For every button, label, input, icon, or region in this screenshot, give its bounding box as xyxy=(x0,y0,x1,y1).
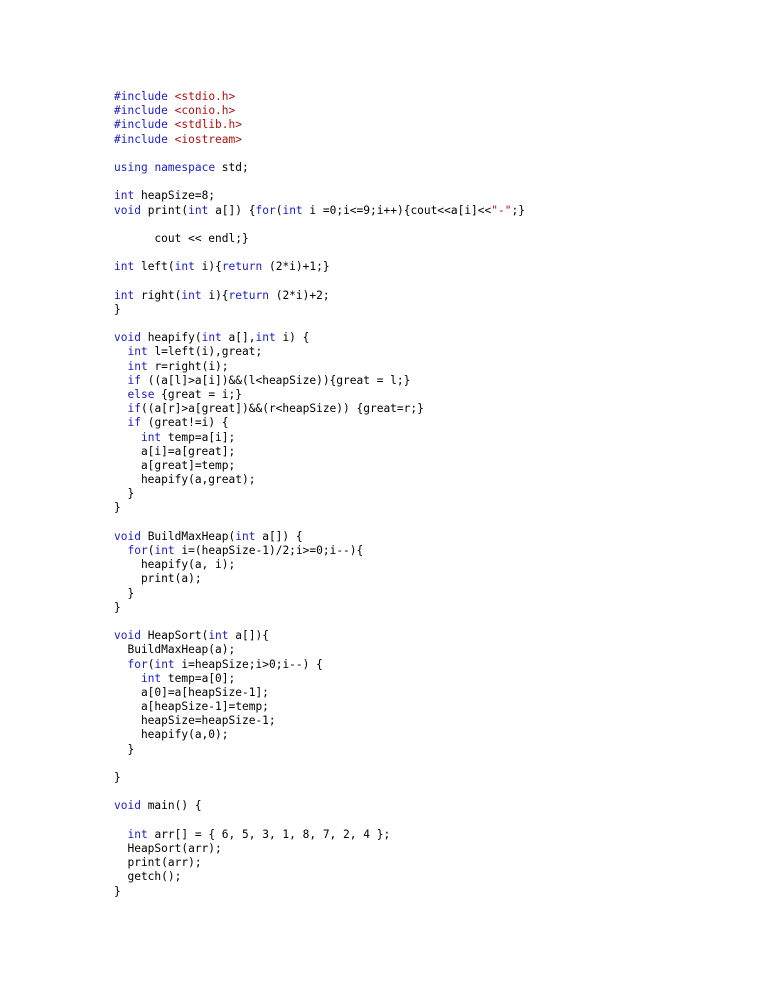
code-token: <conio.h> xyxy=(174,104,236,118)
code-token: arr[] = { 6, 5, 3, 1, 8, 7, 2, 4 }; xyxy=(147,827,391,841)
code-token: if xyxy=(127,373,141,387)
code-line xyxy=(114,558,525,572)
code-token: return xyxy=(221,260,263,274)
code-token: int xyxy=(282,203,303,217)
code-token: int xyxy=(114,288,135,302)
code-token: heapify(a,0); xyxy=(114,728,229,742)
code-token: } xyxy=(114,742,135,756)
code-line xyxy=(114,828,525,842)
code-token: print(a); xyxy=(114,572,202,586)
code-line xyxy=(114,431,525,445)
code-token: temp=a[0]; xyxy=(161,671,236,685)
code-token xyxy=(114,544,127,557)
code-token: int xyxy=(114,189,135,203)
code-line xyxy=(114,516,525,530)
code-line xyxy=(114,90,525,104)
code-line xyxy=(114,615,525,629)
code-line xyxy=(114,416,525,430)
code-line xyxy=(114,714,525,728)
code-line xyxy=(114,388,525,402)
code-line xyxy=(114,601,525,615)
code-token: ;} xyxy=(511,203,525,217)
code-token: a[]){ xyxy=(228,629,269,643)
code-token: ((a[l]>a[i])&&(l<heapSize)){great = l;} xyxy=(140,373,411,387)
code-token: <stdio.h> xyxy=(174,90,236,103)
code-token: int xyxy=(154,657,175,671)
code-line xyxy=(114,402,525,416)
code-line xyxy=(114,331,525,345)
code-token: for xyxy=(255,203,276,217)
code-token: (great!=i) { xyxy=(140,416,229,430)
code-token: right( xyxy=(134,288,182,302)
code-block xyxy=(114,90,525,899)
code-token xyxy=(168,118,175,131)
code-line xyxy=(114,856,525,870)
code-token: int xyxy=(235,529,256,543)
code-token: int xyxy=(127,345,148,359)
code-token: int xyxy=(181,288,202,302)
code-line xyxy=(114,289,525,303)
code-line xyxy=(114,303,525,317)
code-token: i=(heapSize-1)/2;i>=0;i--){ xyxy=(174,544,364,557)
code-token: #include xyxy=(114,104,168,118)
code-token xyxy=(114,672,141,685)
code-token: <iostream> xyxy=(174,132,242,146)
code-token: cout << endl;} xyxy=(114,231,249,245)
code-line xyxy=(114,572,525,586)
code-token: } xyxy=(114,771,121,784)
code-token: void xyxy=(114,799,141,813)
code-token: using xyxy=(114,160,148,174)
code-token: int xyxy=(255,331,276,345)
code-line xyxy=(114,473,525,487)
code-token: int xyxy=(174,260,195,274)
code-line xyxy=(114,487,525,501)
code-line xyxy=(114,147,525,161)
code-token: i) { xyxy=(275,331,310,345)
code-token: BuildMaxHeap( xyxy=(140,529,236,543)
code-token: #include xyxy=(114,132,168,146)
code-token: HeapSort( xyxy=(140,629,209,643)
code-token xyxy=(114,388,127,401)
code-line xyxy=(114,374,525,388)
code-line xyxy=(114,686,525,700)
code-token: a[great]=temp; xyxy=(114,458,236,472)
code-line xyxy=(114,274,525,288)
code-token: int xyxy=(127,827,148,841)
code-token: if xyxy=(127,416,141,430)
code-line xyxy=(114,771,525,785)
code-token xyxy=(114,658,127,671)
code-token: heapSize=8; xyxy=(134,189,216,203)
code-token: void xyxy=(114,203,141,217)
code-token: print(arr); xyxy=(114,856,202,870)
code-token: else xyxy=(127,387,155,401)
code-token: ( xyxy=(147,544,155,557)
code-token: {great = i;} xyxy=(154,387,242,401)
code-line xyxy=(114,643,525,657)
code-line xyxy=(114,587,525,601)
code-line xyxy=(114,204,525,218)
code-line xyxy=(114,672,525,686)
code-token: ( xyxy=(275,203,283,217)
code-token xyxy=(114,345,127,358)
code-token: int xyxy=(201,331,222,345)
code-token xyxy=(114,374,127,387)
code-token: } xyxy=(114,600,121,614)
code-line xyxy=(114,161,525,175)
code-token: HeapSort(arr); xyxy=(114,841,222,855)
code-token: i=heapSize;i>0;i--) { xyxy=(174,657,323,671)
code-line xyxy=(114,629,525,643)
code-token: (2*i)+2; xyxy=(268,288,330,302)
code-token: std; xyxy=(215,160,249,174)
code-line xyxy=(114,189,525,203)
code-line xyxy=(114,743,525,757)
code-token: ((a[r]>a[great])&&(r<heapSize)) {great=r;} xyxy=(140,402,424,416)
code-line xyxy=(114,870,525,884)
code-line xyxy=(114,544,525,558)
code-line xyxy=(114,218,525,232)
code-line xyxy=(114,246,525,260)
code-token: int xyxy=(208,629,229,643)
code-token xyxy=(168,133,175,146)
code-token: l=left(i),great; xyxy=(147,345,263,359)
code-line xyxy=(114,317,525,331)
code-token: ( xyxy=(147,657,155,671)
code-token: for xyxy=(127,657,148,671)
code-token: int xyxy=(127,359,148,373)
code-line xyxy=(114,799,525,813)
code-token: int xyxy=(140,671,162,685)
code-token: i =0;i<=9;i++){cout<<a[i]<< xyxy=(302,203,492,217)
code-token: heapify(a, i); xyxy=(114,558,236,572)
code-token: <stdlib.h> xyxy=(174,118,242,132)
code-token: a[heapSize-1]=temp; xyxy=(114,700,269,714)
code-token: } xyxy=(114,487,135,501)
code-token: "-" xyxy=(491,203,512,217)
code-line xyxy=(114,104,525,118)
code-line xyxy=(114,785,525,799)
code-token: } xyxy=(114,302,121,316)
code-line xyxy=(114,445,525,459)
code-token: heapify( xyxy=(140,331,202,345)
code-token: for xyxy=(127,544,148,557)
code-line xyxy=(114,885,525,899)
code-line xyxy=(114,814,525,828)
code-token: #include xyxy=(114,118,168,132)
code-token: print( xyxy=(140,203,189,217)
code-line xyxy=(114,700,525,714)
code-token xyxy=(114,828,127,841)
code-token: int xyxy=(114,260,135,274)
code-token: int xyxy=(154,544,175,557)
code-token xyxy=(114,431,141,444)
code-token: int xyxy=(188,203,209,217)
code-token: if xyxy=(127,402,141,416)
code-token: a[], xyxy=(221,331,256,345)
code-token: heapify(a,great); xyxy=(114,473,256,487)
code-line xyxy=(114,118,525,132)
code-token: int xyxy=(140,430,162,444)
code-token xyxy=(114,360,127,373)
code-token: return xyxy=(228,288,269,302)
code-token: main() { xyxy=(140,799,202,813)
code-token xyxy=(168,104,175,117)
code-token: left( xyxy=(134,260,175,274)
code-token: a[0]=a[heapSize-1]; xyxy=(114,685,269,699)
code-token: void xyxy=(114,529,141,543)
code-token: a[]) { xyxy=(208,203,256,217)
code-line xyxy=(114,133,525,147)
code-token: } xyxy=(114,884,121,898)
code-line xyxy=(114,459,525,473)
code-token: (2*i)+1;} xyxy=(262,260,330,274)
code-line xyxy=(114,530,525,544)
code-token xyxy=(114,416,127,429)
code-line xyxy=(114,658,525,672)
code-token xyxy=(114,402,127,415)
code-line xyxy=(114,728,525,742)
code-token: #include xyxy=(114,90,168,103)
code-token: i){ xyxy=(201,288,229,302)
code-token: } xyxy=(114,586,135,600)
code-token: getch(); xyxy=(114,870,182,884)
code-line xyxy=(114,757,525,771)
code-token: void xyxy=(114,331,141,345)
code-token: BuildMaxHeap(a); xyxy=(114,643,236,657)
code-line xyxy=(114,842,525,856)
code-token: a[]) { xyxy=(255,529,303,543)
code-token: } xyxy=(114,501,121,515)
code-line xyxy=(114,360,525,374)
code-line xyxy=(114,345,525,359)
code-line xyxy=(114,175,525,189)
code-line xyxy=(114,232,525,246)
code-token xyxy=(168,90,175,103)
code-token: heapSize=heapSize-1; xyxy=(114,714,276,728)
code-token: a[i]=a[great]; xyxy=(114,444,236,458)
code-line xyxy=(114,260,525,274)
code-token: namespace xyxy=(154,160,216,174)
code-token: i){ xyxy=(194,260,222,274)
code-token: r=right(i); xyxy=(147,359,229,373)
code-token: void xyxy=(114,629,141,643)
code-token: temp=a[i]; xyxy=(161,430,236,444)
code-line xyxy=(114,501,525,515)
